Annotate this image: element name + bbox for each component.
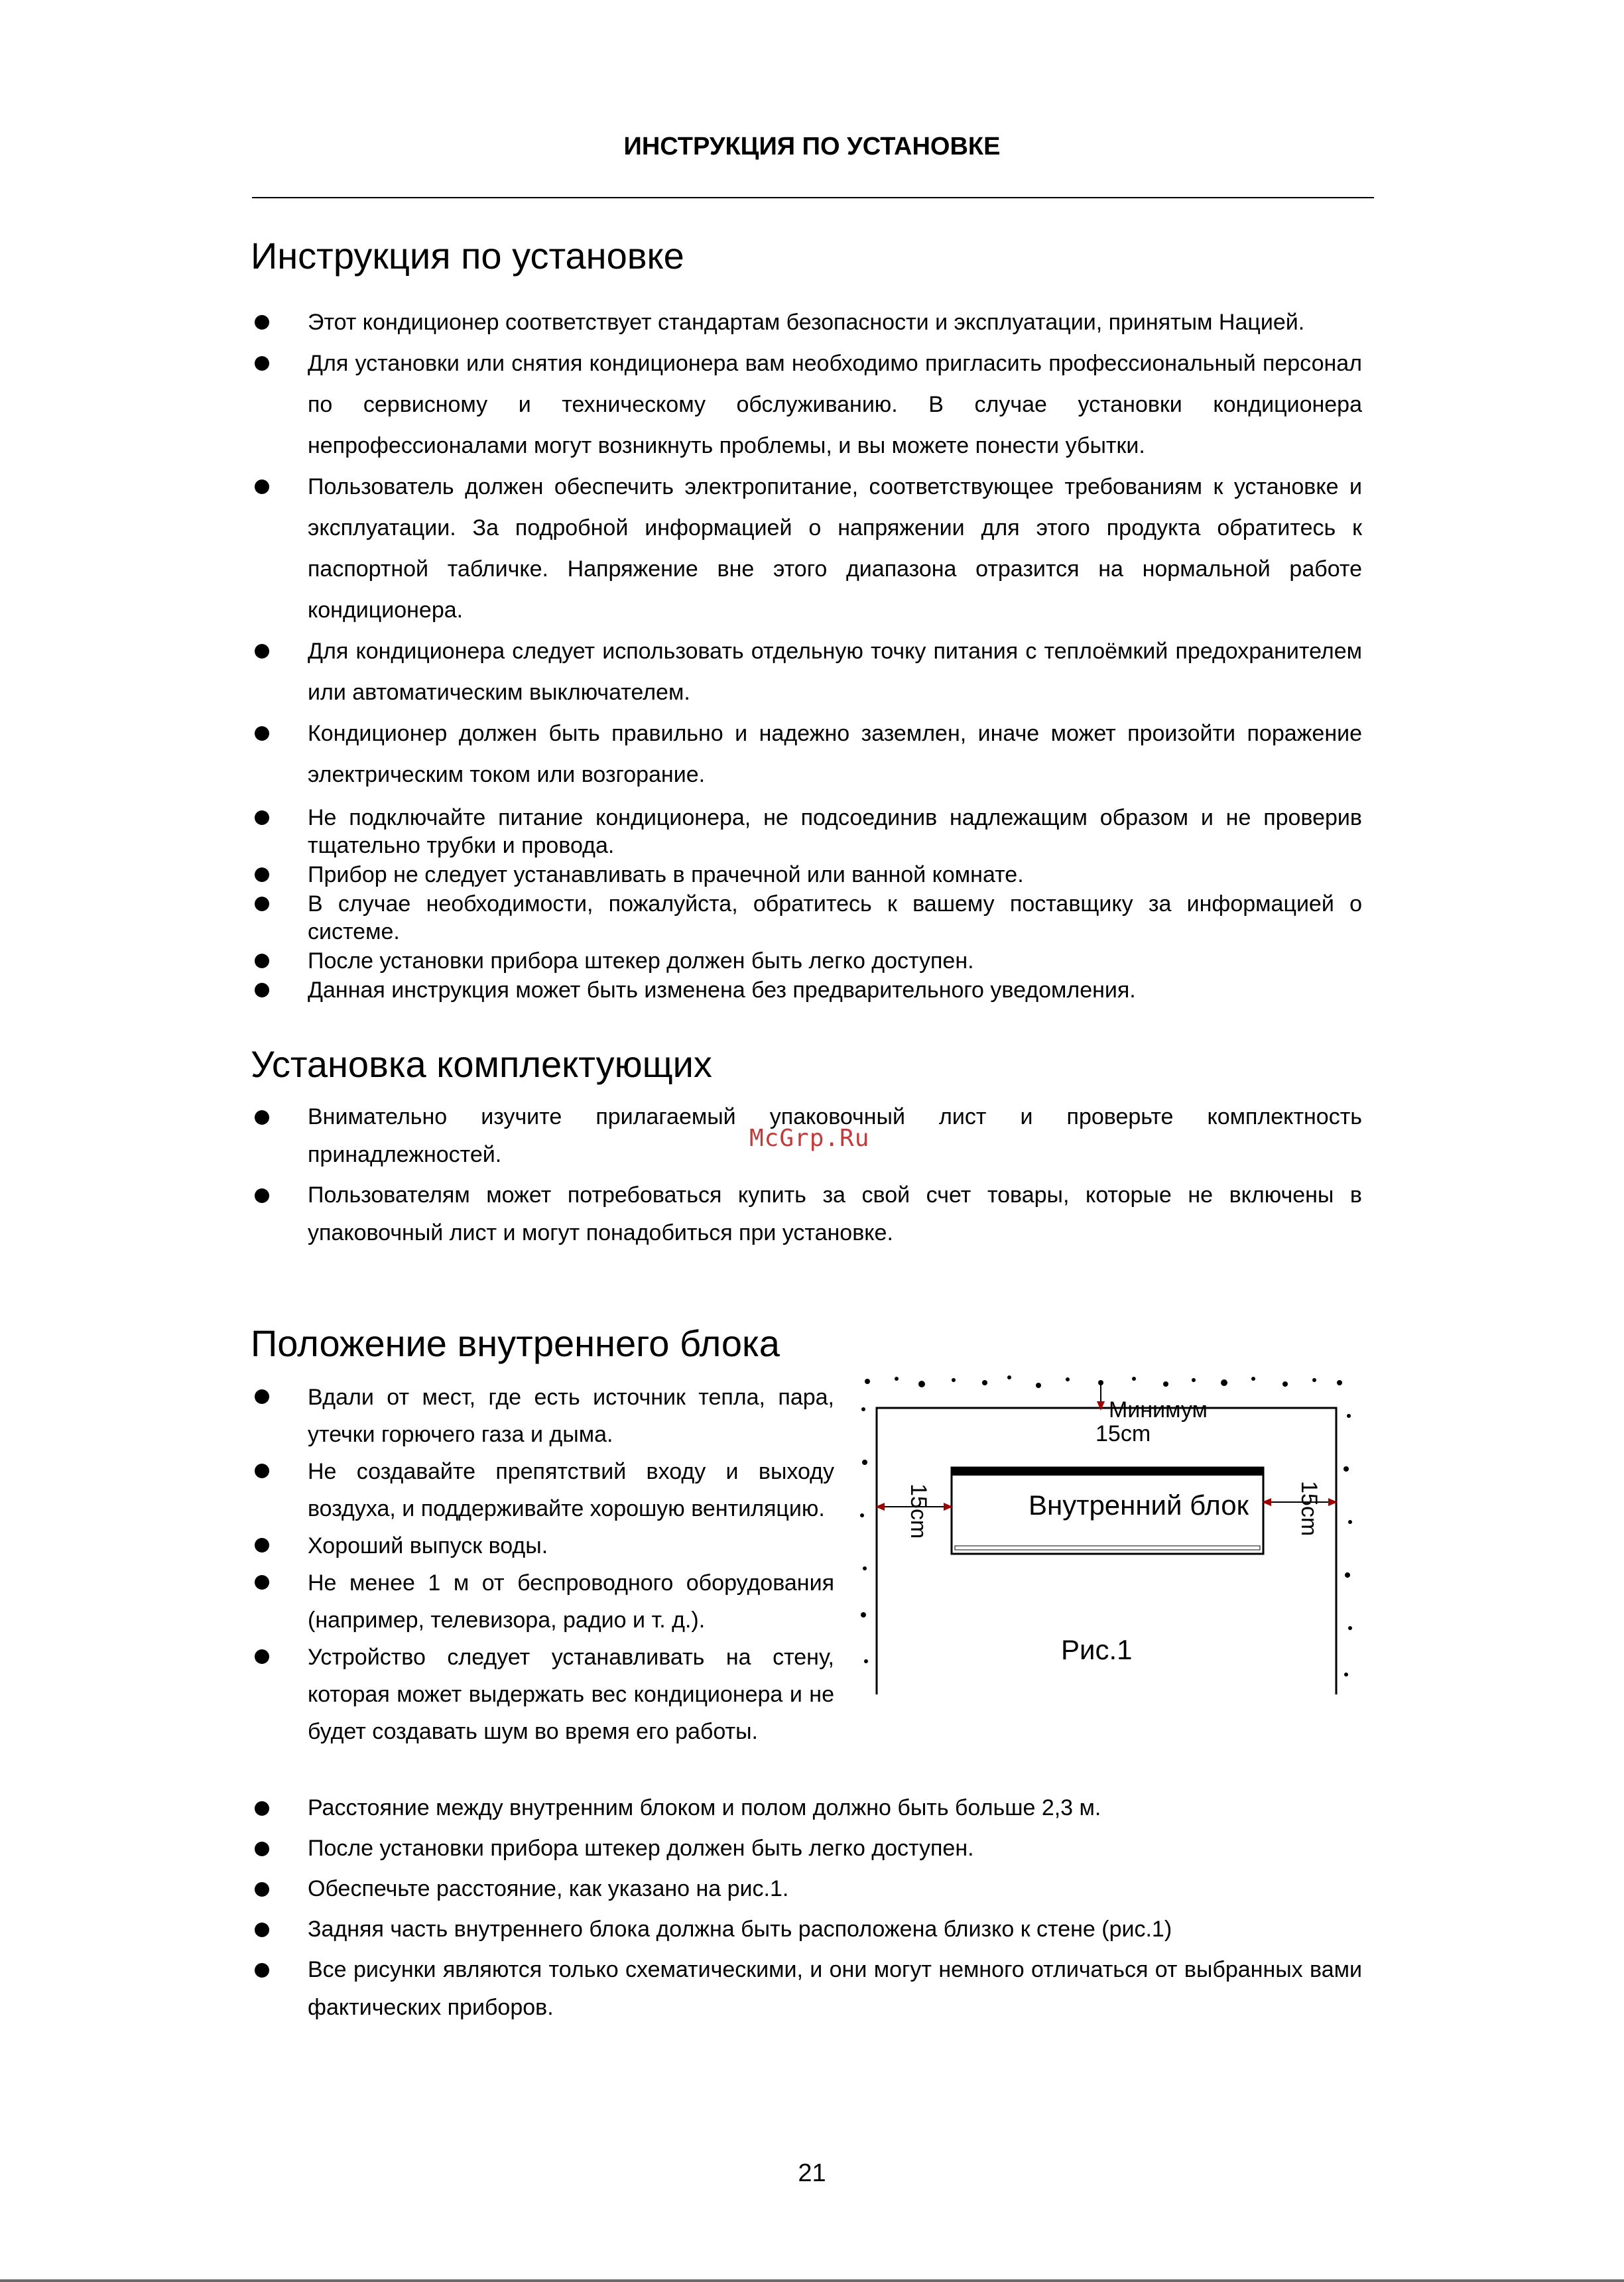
top-clearance-label: 15cm bbox=[1095, 1421, 1151, 1446]
list-item: Кондиционер должен быть правильно и надежно заземлен, иначе может произойти поражение электрическим током или возгорание. bbox=[252, 713, 1362, 795]
list-item: Хороший выпуск воды. bbox=[252, 1527, 834, 1564]
list-item: Все рисунки являются только схематическими, и они могут немного отличаться от выбранных вами фактических приборов. bbox=[252, 1951, 1362, 2027]
installation-list-tight bbox=[252, 804, 1362, 1005]
list-item: Для кондиционера следует использовать отдельную точку питания с теплоёмкий предохранителем или автоматическим выключателем. bbox=[252, 631, 1362, 713]
header-divider bbox=[252, 197, 1374, 198]
list-item: Задняя часть внутреннего блока должна быть расположена близко к стене (рис.1) bbox=[252, 1911, 1362, 1948]
list-item: Данная инструкция может быть изменена без предварительного уведомления. bbox=[252, 976, 1362, 1004]
indoor-unit-top-strip bbox=[952, 1468, 1263, 1476]
section-title-indoor-unit: Положение внутреннего блока bbox=[251, 1322, 780, 1364]
list-item: Прибор не следует устанавливать в прачечной или ванной комнате. bbox=[252, 861, 1362, 889]
list-item: Не менее 1 м от беспроводного оборудования (например, телевизора, радио и т. д.). bbox=[252, 1564, 834, 1639]
list-item: Внимательно изучите прилагаемый упаковочный лист и проверьте комплектность принадлежностей. bbox=[252, 1098, 1362, 1174]
header-title: ИНСТРУКЦИЯ ПО УСТАНОВКЕ bbox=[623, 133, 1001, 160]
list-item: Вдали от мест, где есть источник тепла, пара, утечки горючего газа и дыма. bbox=[252, 1379, 834, 1453]
list-item: Не создавайте препятствий входу и выходу воздуха, и поддерживайте хорошую вентиляцию. bbox=[252, 1453, 834, 1527]
page-bottom-edge bbox=[0, 2279, 1624, 2282]
installation-list-spaced bbox=[252, 302, 1362, 795]
list-item: Этот кондиционер соответствует стандартам безопасности и эксплуатации, принятым Нацией. bbox=[252, 302, 1362, 343]
list-item: После установки прибора штекер должен быть легко доступен. bbox=[252, 947, 1362, 975]
list-item: Пользователям может потребоваться купить за свой счет товары, которые не включены в упаковочный лист и могут понадобиться при установке. bbox=[252, 1176, 1362, 1252]
list-item: Не подключайте питание кондиционера, не подсоединив надлежащим образом и не проверив тщательно трубки и провода. bbox=[252, 804, 1362, 859]
section-title-accessories: Установка комплектующих bbox=[251, 1043, 712, 1085]
accessories-list bbox=[252, 1098, 1362, 1255]
list-item: Пользователь должен обеспечить электропитание, соответствующее требованиям к установке и эксплуатации. За подробной информацией о напряжении для этого продукта обратитесь к паспортной табличке. Напряжение вне этого диапазона отразится на нормальной работе кондиционера. bbox=[252, 466, 1362, 631]
section-title-installation: Инструкция по установке bbox=[251, 235, 684, 277]
figure-caption: Рис.1 bbox=[1061, 1634, 1133, 1665]
list-item: Расстояние между внутренним блоком и полом должно быть больше 2,3 м. bbox=[252, 1789, 1362, 1827]
indoor-unit-list-wide bbox=[252, 1789, 1362, 2029]
indoor-unit-list-narrow bbox=[252, 1379, 834, 1750]
list-item: В случае необходимости, пожалуйста, обратитесь к вашему поставщику за информацией о системе. bbox=[252, 890, 1362, 946]
list-item: Обеспечьте расстояние, как указано на рис.1. bbox=[252, 1870, 1362, 1908]
min-label: Минимум bbox=[1109, 1397, 1208, 1423]
top-arrow-icon bbox=[1097, 1401, 1105, 1411]
left-clearance-label: 15cm bbox=[906, 1484, 931, 1539]
list-item: После установки прибора штекер должен быть легко доступен. bbox=[252, 1830, 1362, 1868]
right-clearance-label: 15cm bbox=[1296, 1481, 1322, 1537]
clearance-diagram-svg bbox=[855, 1369, 1359, 1701]
figure-1-clearance-diagram bbox=[855, 1369, 1359, 1701]
list-item: Устройство следует устанавливать на стену, которая может выдержать вес кондиционера и не будет создавать шум во время его работы. bbox=[252, 1639, 834, 1750]
unit-label: Внутренний блок bbox=[1029, 1490, 1249, 1521]
page-number: 21 bbox=[798, 2159, 826, 2187]
watermark: McGrp.Ru bbox=[749, 1125, 870, 1152]
list-item: Для установки или снятия кондиционера вам необходимо пригласить профессиональный персонал по сервисному и техническому обслуживанию. В случае установки кондиционера непрофессионалами могут возникнуть проблемы, и вы можете понести убытки. bbox=[252, 343, 1362, 466]
